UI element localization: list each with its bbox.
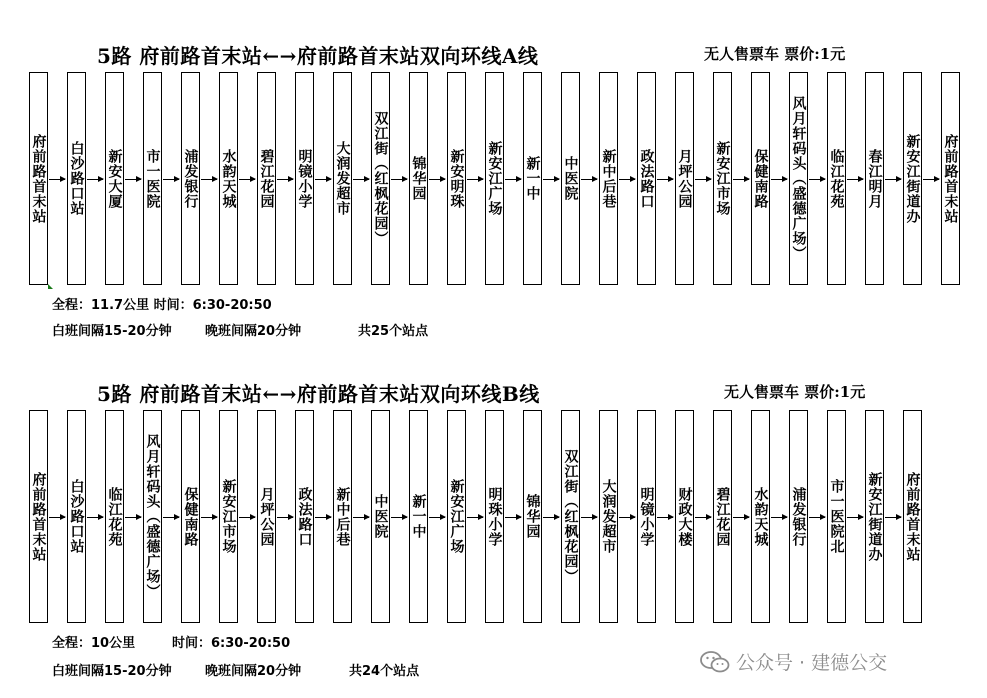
arrow-right-icon xyxy=(391,179,407,187)
station-name: 锦华园 xyxy=(410,156,427,201)
arrow-right-icon xyxy=(885,179,901,187)
station-box xyxy=(941,72,960,285)
arrow-right-icon xyxy=(125,179,141,187)
arrow-right-icon xyxy=(543,179,559,187)
station-name: 政法路口 xyxy=(296,486,313,547)
station-name: 新中后巷 xyxy=(334,486,351,547)
station-box xyxy=(599,410,618,623)
watermark-text: 公众号 · 建德公交 xyxy=(736,652,888,674)
station-name: 白沙路口站 xyxy=(68,479,85,554)
arrow-right-icon xyxy=(847,517,863,525)
route-a-stop-count: 共25个站点 xyxy=(358,324,429,339)
arrow-right-icon xyxy=(467,517,483,525)
station-name: 市一医院北 xyxy=(828,479,845,554)
station-name: 水韵天城 xyxy=(220,148,237,209)
station-box xyxy=(485,72,504,285)
station-box xyxy=(561,410,580,623)
station-name: 财政大楼 xyxy=(676,486,693,547)
arrow-right-icon xyxy=(847,179,863,187)
station-box xyxy=(599,72,618,285)
station-name: 新安江广场 xyxy=(448,479,465,554)
arrow-right-icon xyxy=(543,517,559,525)
arrow-right-icon xyxy=(695,179,711,187)
station-name: 保健南路 xyxy=(752,148,769,209)
station-box xyxy=(105,410,124,623)
station-box xyxy=(67,72,86,285)
station-box xyxy=(789,410,808,623)
station-box xyxy=(523,72,542,285)
arrow-right-icon xyxy=(277,179,293,187)
station-box xyxy=(105,72,124,285)
wechat-icon xyxy=(700,651,730,673)
station-box xyxy=(447,410,466,623)
station-name: 新安明珠 xyxy=(448,148,465,209)
arrow-right-icon xyxy=(771,179,787,187)
arrow-right-icon xyxy=(657,179,673,187)
station-name: 府前路首末站 xyxy=(942,133,959,224)
station-box xyxy=(181,410,200,623)
arrow-right-icon xyxy=(201,517,217,525)
station-name: 市一医院 xyxy=(144,148,161,209)
arrow-right-icon xyxy=(125,517,141,525)
station-box xyxy=(561,72,580,285)
station-box xyxy=(333,410,352,623)
station-name: 白沙路口站 xyxy=(68,141,85,216)
arrow-right-icon xyxy=(581,179,597,187)
route-a-distance-time: 全程：11.7公里 时间：6:30-20:50 xyxy=(52,298,272,313)
station-name: 保健南路 xyxy=(182,486,199,547)
station-name: 明镜小学 xyxy=(638,486,655,547)
station-box xyxy=(409,72,428,285)
arrow-right-icon xyxy=(429,179,445,187)
arrow-right-icon xyxy=(809,517,825,525)
station-name: 新安江街道办 xyxy=(904,133,921,224)
station-box xyxy=(257,410,276,623)
station-name: 新安大厦 xyxy=(106,148,123,209)
station-box xyxy=(827,72,846,285)
station-name: 新一中 xyxy=(524,156,541,201)
arrow-right-icon xyxy=(87,179,103,187)
station-name: 临江花苑 xyxy=(828,148,845,209)
route-b-stop-list xyxy=(0,338,987,638)
arrow-right-icon xyxy=(353,179,369,187)
station-box xyxy=(713,410,732,623)
station-name: 政法路口 xyxy=(638,148,655,209)
station-name: 临江花苑 xyxy=(106,486,123,547)
route-a-fare: 无人售票车 票价:1元 xyxy=(704,45,846,63)
arrow-right-icon xyxy=(467,179,483,187)
arrow-right-icon xyxy=(619,517,635,525)
arrow-right-icon xyxy=(239,179,255,187)
station-name: 水韵天城 xyxy=(752,486,769,547)
corner-mark-icon xyxy=(48,284,53,289)
station-name: 新安江市场 xyxy=(714,141,731,216)
arrow-right-icon xyxy=(505,179,521,187)
station-name: 新安江市场 xyxy=(220,479,237,554)
station-name: 风月轩码头（盛德广场） xyxy=(144,434,161,599)
arrow-right-icon xyxy=(429,517,445,525)
arrow-right-icon xyxy=(733,517,749,525)
station-name: 碧江花园 xyxy=(714,486,731,547)
station-name: 府前路首末站 xyxy=(904,471,921,562)
arrow-right-icon xyxy=(49,179,65,187)
route-b-time: 时间：6:30-20:50 xyxy=(172,636,291,651)
arrow-right-icon xyxy=(87,517,103,525)
station-box xyxy=(523,410,542,623)
arrow-right-icon xyxy=(657,517,673,525)
route-a-day-interval: 白班间隔15-20分钟 xyxy=(52,324,172,339)
station-box xyxy=(29,72,48,285)
station-box xyxy=(789,72,808,285)
station-box xyxy=(371,410,390,623)
station-name: 中医院 xyxy=(372,494,389,539)
arrow-right-icon xyxy=(163,179,179,187)
station-box xyxy=(371,72,390,285)
arrow-right-icon xyxy=(201,179,217,187)
station-box xyxy=(485,410,504,623)
station-name: 双江街（红枫花园） xyxy=(562,449,579,584)
station-box xyxy=(827,410,846,623)
station-box xyxy=(333,72,352,285)
station-box xyxy=(903,410,922,623)
station-name: 春江明月 xyxy=(866,148,883,209)
station-box xyxy=(67,410,86,623)
station-box xyxy=(865,410,884,623)
arrow-right-icon xyxy=(885,517,901,525)
station-box xyxy=(903,72,922,285)
station-name: 中医院 xyxy=(562,156,579,201)
station-box xyxy=(143,410,162,623)
arrow-right-icon xyxy=(353,517,369,525)
station-name: 大润发超市 xyxy=(600,479,617,554)
arrow-right-icon xyxy=(695,517,711,525)
station-name: 月坪公园 xyxy=(258,486,275,547)
route-b-title: 5路 府前路首末站←→府前路首末站双向环线B线 xyxy=(97,382,540,406)
station-box xyxy=(295,72,314,285)
station-name: 新中后巷 xyxy=(600,148,617,209)
station-box xyxy=(447,72,466,285)
arrow-right-icon xyxy=(809,179,825,187)
route-a-night-interval: 晚班间隔20分钟 xyxy=(205,324,302,339)
station-box xyxy=(675,410,694,623)
route-b-fare: 无人售票车 票价:1元 xyxy=(724,383,866,401)
station-box xyxy=(219,72,238,285)
station-name: 府前路首末站 xyxy=(30,471,47,562)
station-name: 新一中 xyxy=(410,494,427,539)
station-name: 新安江广场 xyxy=(486,141,503,216)
station-name: 碧江花园 xyxy=(258,148,275,209)
station-name: 明珠小学 xyxy=(486,486,503,547)
station-name: 双江街（红枫花园） xyxy=(372,111,389,246)
station-name: 浦发银行 xyxy=(182,148,199,209)
station-box xyxy=(295,410,314,623)
arrow-right-icon xyxy=(619,179,635,187)
arrow-right-icon xyxy=(315,179,331,187)
arrow-right-icon xyxy=(505,517,521,525)
station-box xyxy=(409,410,428,623)
route-b-stop-count: 共24个站点 xyxy=(349,664,420,679)
route-b-day-interval: 白班间隔15-20分钟 xyxy=(52,664,172,679)
station-box xyxy=(257,72,276,285)
arrow-right-icon xyxy=(315,517,331,525)
station-box xyxy=(713,72,732,285)
route-a-title: 5路 府前路首末站←→府前路首末站双向环线A线 xyxy=(97,44,539,68)
station-box xyxy=(219,410,238,623)
arrow-right-icon xyxy=(239,517,255,525)
station-name: 锦华园 xyxy=(524,494,541,539)
station-box xyxy=(143,72,162,285)
station-box xyxy=(637,72,656,285)
station-box xyxy=(751,72,770,285)
station-name: 浦发银行 xyxy=(790,486,807,547)
station-box xyxy=(181,72,200,285)
station-box xyxy=(865,72,884,285)
station-name: 新安江街道办 xyxy=(866,471,883,562)
arrow-right-icon xyxy=(49,517,65,525)
arrow-right-icon xyxy=(923,179,939,187)
route-b-night-interval: 晚班间隔20分钟 xyxy=(205,664,302,679)
arrow-right-icon xyxy=(163,517,179,525)
station-name: 大润发超市 xyxy=(334,141,351,216)
station-name: 府前路首末站 xyxy=(30,133,47,224)
arrow-right-icon xyxy=(391,517,407,525)
route-b-distance: 全程：10公里 xyxy=(52,636,136,651)
station-box xyxy=(675,72,694,285)
arrow-right-icon xyxy=(581,517,597,525)
arrow-right-icon xyxy=(733,179,749,187)
station-name: 明镜小学 xyxy=(296,148,313,209)
route-a-stop-list xyxy=(0,0,987,300)
station-name: 风月轩码头（盛德广场） xyxy=(790,96,807,261)
station-box xyxy=(29,410,48,623)
station-box xyxy=(751,410,770,623)
station-box xyxy=(637,410,656,623)
station-name: 月坪公园 xyxy=(676,148,693,209)
arrow-right-icon xyxy=(771,517,787,525)
arrow-right-icon xyxy=(277,517,293,525)
watermark xyxy=(700,648,887,675)
